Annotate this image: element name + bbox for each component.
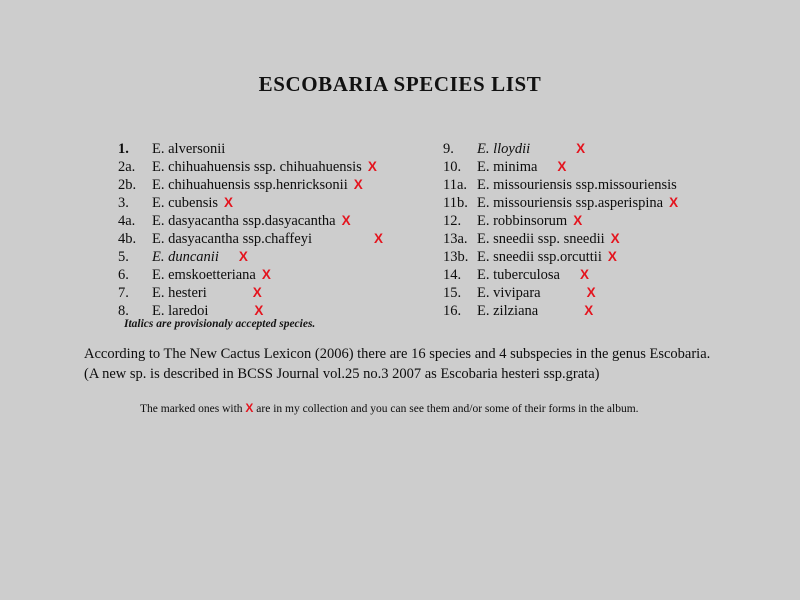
in-collection-mark: X — [610, 231, 620, 246]
species-row — [443, 284, 783, 302]
spacer — [312, 230, 374, 248]
in-collection-mark: X — [557, 159, 567, 174]
in-collection-mark: X — [607, 249, 617, 264]
species-name: E. minima — [477, 159, 538, 175]
italics-footnote: Italics are provisionaly accepted species. — [124, 318, 316, 330]
species-row — [443, 230, 783, 248]
species-row — [118, 194, 448, 212]
in-collection-mark: X — [353, 177, 363, 192]
in-collection-mark: X — [238, 249, 248, 264]
species-name: E. vivipara — [477, 285, 541, 301]
in-collection-mark: X — [252, 285, 262, 300]
in-collection-mark: X — [367, 159, 377, 174]
in-collection-mark: X — [373, 231, 383, 246]
in-collection-mark: X — [261, 267, 271, 282]
in-collection-mark: X — [669, 195, 679, 210]
species-number: 13a. — [443, 231, 468, 247]
species-row — [118, 212, 448, 230]
species-name: E. cubensis — [152, 195, 219, 211]
lexicon-note-line-1: According to The New Cactus Lexicon (2006) there are 16 species and 4 subspecies in the genus Escobaria. — [84, 346, 711, 362]
species-row — [118, 176, 448, 194]
in-collection-mark: X — [584, 303, 594, 318]
lexicon-note-line-2: (A new sp. is described in BCSS Journal vol.25 no.3 2007 as Escobaria hesteri ssp.grata) — [84, 366, 600, 382]
collection-note-mark: X — [245, 401, 254, 415]
species-number: 10. — [443, 159, 462, 175]
spacer — [207, 284, 253, 302]
species-number: 15. — [443, 285, 462, 301]
species-number: 6. — [118, 267, 129, 283]
species-name: E. sneedii ssp.orcuttii — [477, 249, 602, 265]
in-collection-mark: X — [224, 195, 234, 210]
species-row — [118, 284, 448, 302]
spacer — [537, 158, 557, 176]
in-collection-mark: X — [254, 303, 264, 318]
spacer — [538, 302, 584, 320]
species-row — [443, 158, 783, 176]
species-name: E. tuberculosa — [477, 267, 560, 283]
species-name: E. lloydii — [477, 141, 531, 157]
species-name: E. emskoetteriana — [152, 267, 256, 283]
species-name: E. dasyacantha ssp.chaffeyi — [152, 231, 312, 247]
species-name: E. chihuahuensis ssp.henricksonii — [152, 177, 348, 193]
species-number: 4a. — [118, 213, 136, 229]
species-row — [118, 230, 448, 248]
species-row — [443, 212, 783, 230]
in-collection-mark: X — [586, 285, 596, 300]
species-number: 12. — [443, 213, 462, 229]
species-number: 11a. — [443, 177, 468, 193]
species-number: 5. — [118, 249, 129, 265]
species-name: E. duncanii — [152, 249, 219, 265]
spacer — [219, 248, 239, 266]
species-number: 9. — [443, 141, 454, 157]
species-number: 7. — [118, 285, 129, 301]
page-title: ESCOBARIA SPECIES LIST — [258, 72, 542, 96]
species-name: E. hesteri — [152, 285, 207, 301]
species-row — [118, 266, 448, 284]
species-row — [443, 248, 783, 266]
in-collection-mark: X — [576, 141, 586, 156]
species-number: 8. — [118, 303, 129, 319]
species-number: 2b. — [118, 177, 137, 193]
species-number: 4b. — [118, 231, 137, 247]
species-name: E. robbinsorum — [477, 213, 568, 229]
collection-note — [140, 400, 639, 417]
species-number: 16. — [443, 303, 462, 319]
species-name: E. laredoi — [152, 303, 209, 319]
species-row — [443, 140, 783, 158]
spacer — [541, 284, 587, 302]
spacer — [560, 266, 580, 284]
species-number: 13b. — [443, 249, 469, 265]
species-row — [118, 158, 448, 176]
in-collection-mark: X — [573, 213, 583, 228]
species-number: 11b. — [443, 195, 468, 211]
species-row — [118, 140, 448, 158]
species-column-left — [118, 140, 448, 320]
species-name: E. sneedii ssp. sneedii — [477, 231, 605, 247]
species-name: E. missouriensis ssp.asperispina — [477, 195, 664, 211]
in-collection-mark: X — [579, 267, 589, 282]
species-name: E. zilziana — [477, 303, 539, 319]
species-row — [443, 176, 783, 194]
species-number: 3. — [118, 195, 129, 211]
collection-note-part-1: The marked ones with — [140, 403, 246, 415]
species-number: 2a. — [118, 159, 136, 175]
in-collection-mark: X — [341, 213, 351, 228]
species-row — [118, 248, 448, 266]
species-number: 1. — [118, 141, 129, 157]
species-number: 14. — [443, 267, 462, 283]
collection-note-part-2: are in my collection and you can see them and/or some of their forms in the album. — [253, 403, 639, 415]
species-name: E. missouriensis ssp.missouriensis — [477, 177, 677, 193]
species-row — [443, 302, 783, 320]
species-row — [443, 194, 783, 212]
species-name: E. alversonii — [152, 141, 226, 157]
species-column-right — [443, 140, 783, 320]
species-name: E. dasyacantha ssp.dasyacantha — [152, 213, 336, 229]
spacer — [530, 140, 576, 158]
species-name: E. chihuahuensis ssp. chihuahuensis — [152, 159, 362, 175]
species-row — [443, 266, 783, 284]
